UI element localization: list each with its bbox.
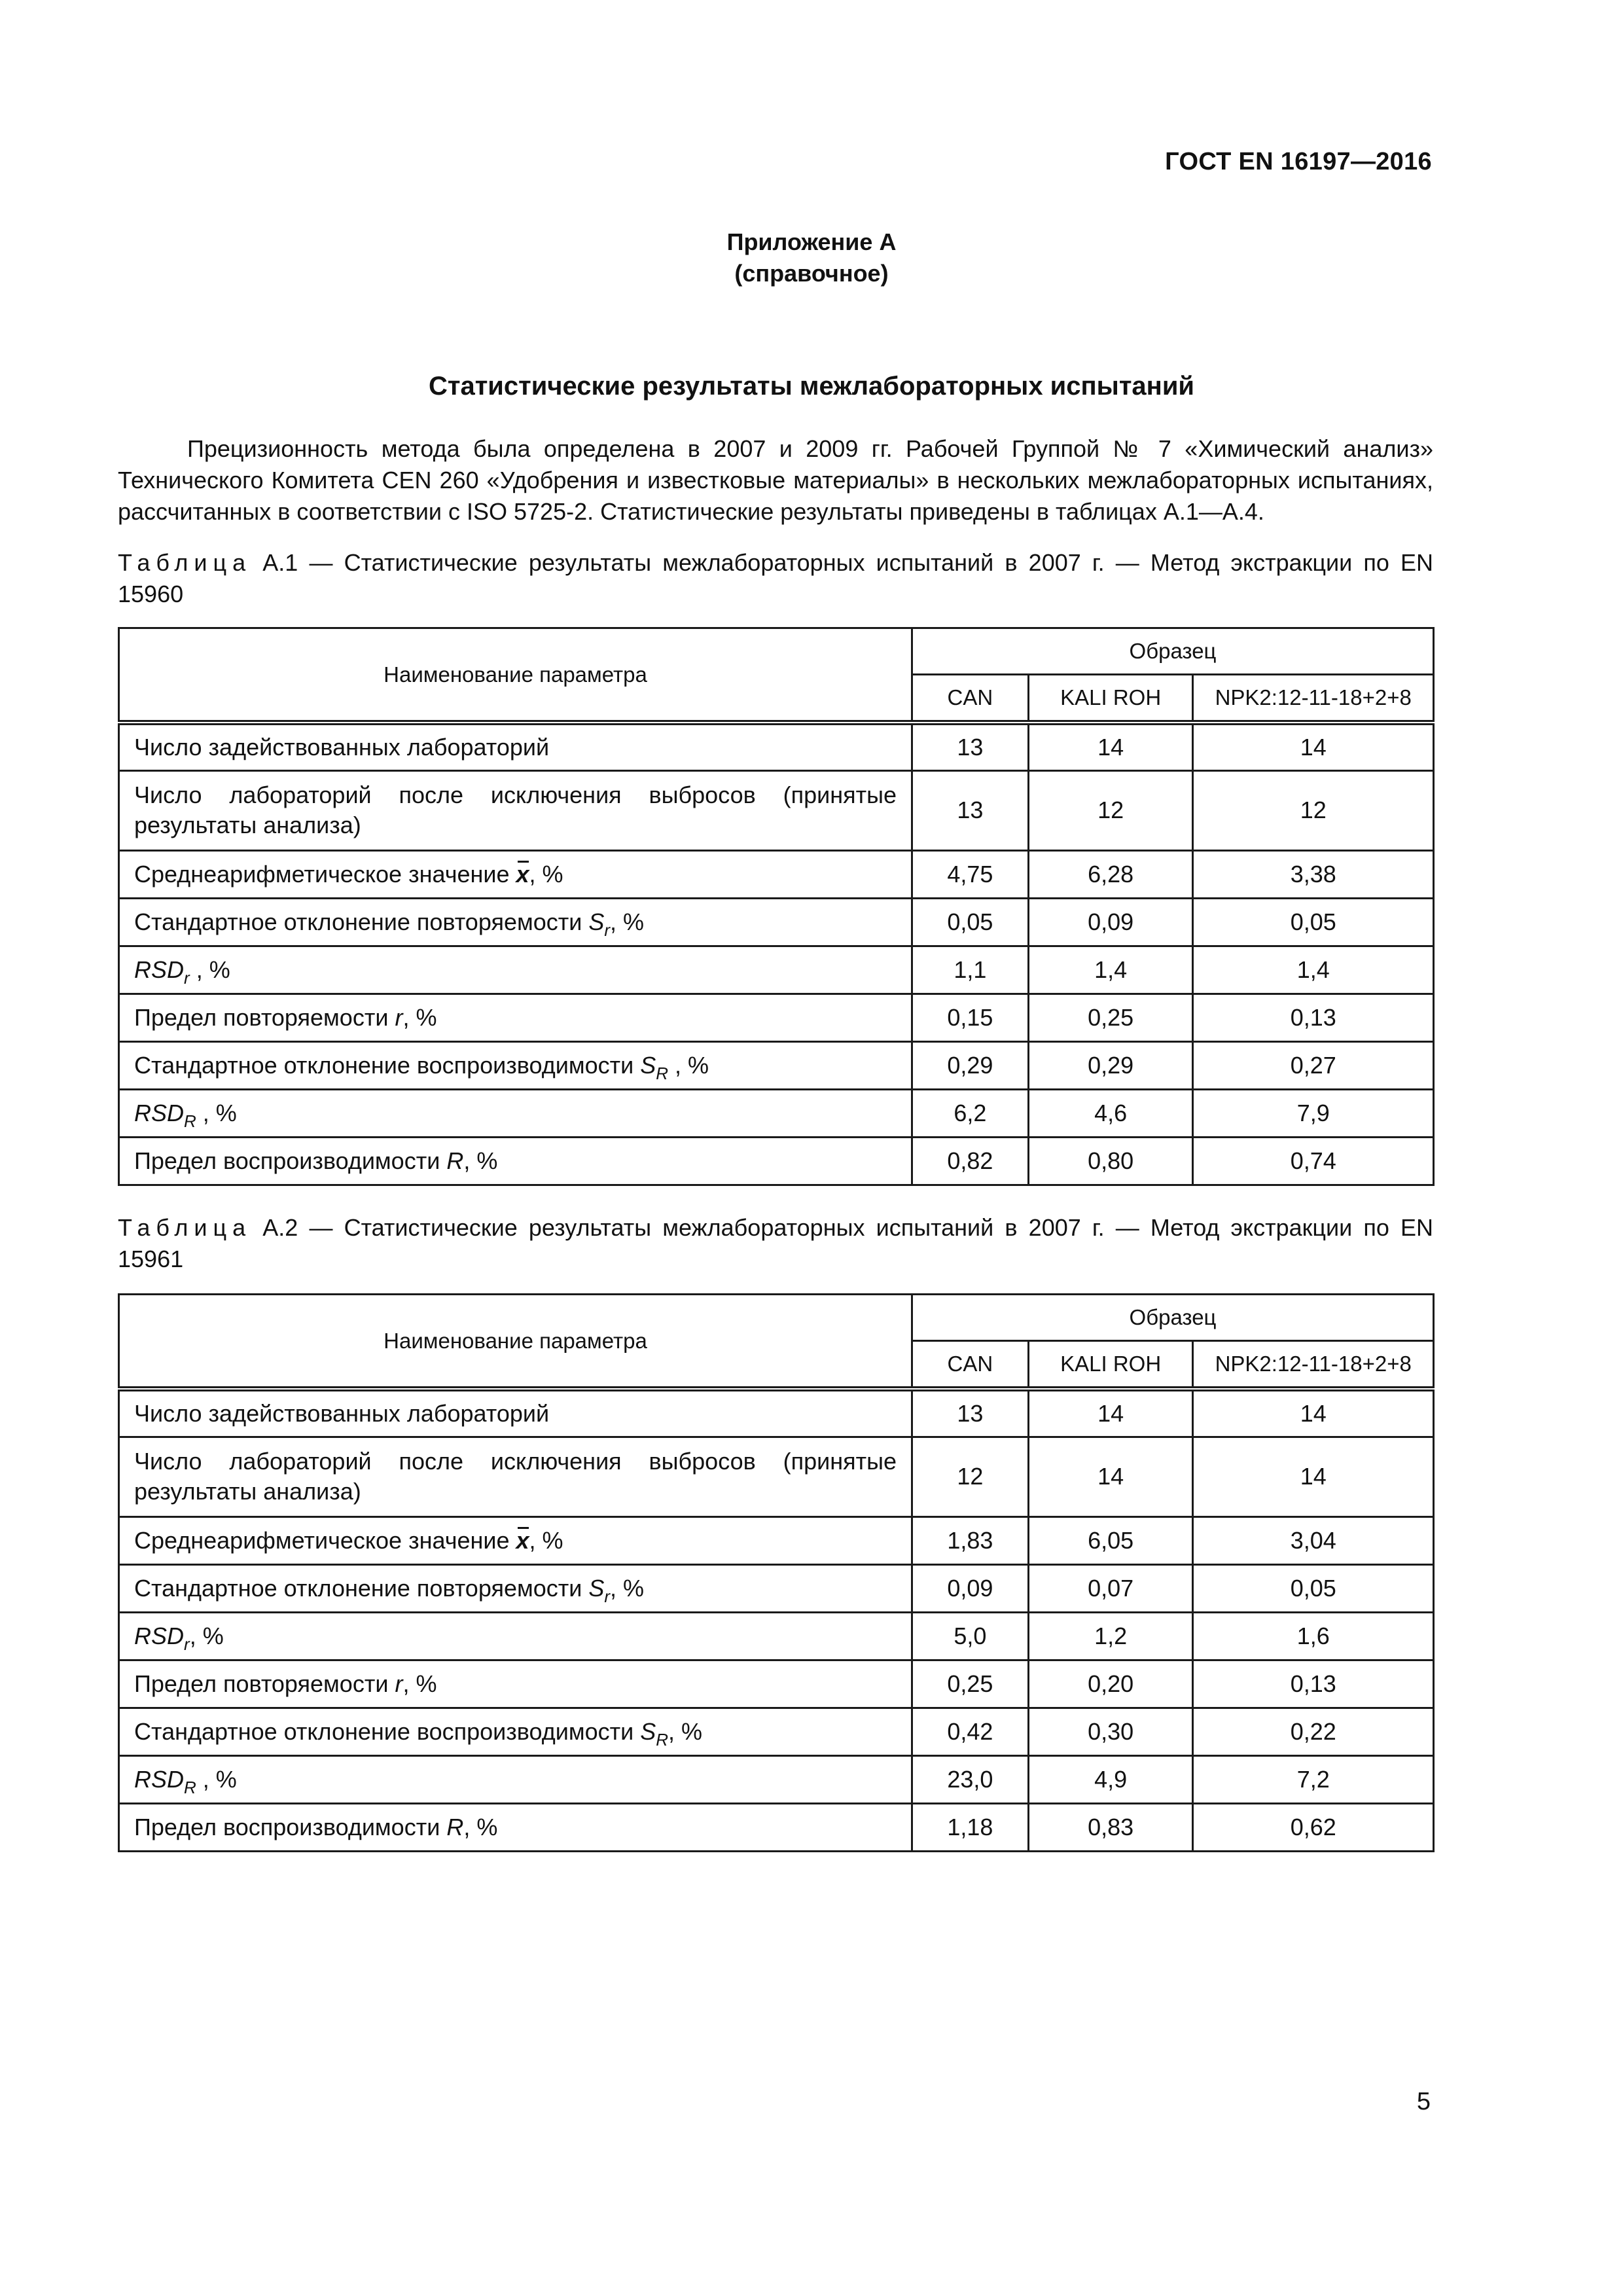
value-cell: 0,09 [912, 1564, 1028, 1612]
value-cell: 0,42 [912, 1708, 1028, 1755]
value-cell: 14 [1193, 1389, 1434, 1437]
param-cell [119, 1564, 912, 1612]
value-cell: 0,80 [1028, 1137, 1193, 1185]
sample-col-header: KALI ROH [1028, 675, 1193, 723]
value-cell: 1,6 [1193, 1612, 1434, 1660]
table-row [119, 723, 1434, 770]
param-label: Стандартное отклонение повторяемости [134, 1574, 582, 1602]
param-subscript: r [184, 967, 190, 988]
value-cell: 0,82 [912, 1137, 1028, 1185]
value-cell: 3,38 [1193, 850, 1434, 898]
param-label: Число лабораторий после исключения выбросов (принятые результаты анализа) [134, 781, 897, 838]
value-cell: 0,25 [912, 1660, 1028, 1708]
table-row [119, 1516, 1434, 1564]
param-label: Стандартное отклонение воспроизводимости [134, 1051, 634, 1079]
table-row [119, 770, 1434, 850]
value-cell: 0,74 [1193, 1137, 1434, 1185]
table-a2 [118, 1293, 1435, 1852]
value-cell: 0,05 [1193, 1564, 1434, 1612]
value-cell: 23,0 [912, 1755, 1028, 1803]
param-label: Стандартное отклонение воспроизводимости [134, 1717, 634, 1745]
value-cell: 13 [912, 1389, 1028, 1437]
param-label: Число лабораторий после исключения выбросов (принятые результаты анализа) [134, 1448, 897, 1505]
param-label: Предел повторяемости [134, 1003, 389, 1031]
param-unit: , % [610, 908, 645, 935]
param-label: Предел воспроизводимости [134, 1147, 440, 1174]
value-cell: 4,75 [912, 850, 1028, 898]
param-subscript: r [184, 1634, 190, 1654]
table1-caption-text: А.1 — Статистические результаты межлабораторных испытаний в 2007 г. — Метод экстракции по EN 15960 [118, 549, 1433, 607]
param-label: Число задействованных лабораторий [134, 1399, 550, 1427]
table-a1 [118, 627, 1435, 1186]
param-cell [119, 1389, 912, 1437]
table-row [119, 898, 1434, 946]
param-unit: , % [189, 1622, 224, 1649]
param-cell [119, 1437, 912, 1516]
value-cell: 0,13 [1193, 994, 1434, 1041]
param-symbol: r [395, 1003, 403, 1031]
param-subscript: r [604, 920, 611, 940]
param-cell [119, 1708, 912, 1755]
section-title: Статистические результаты межлабораторных испытаний [428, 372, 1195, 401]
table-row [119, 1389, 1434, 1437]
param-header: Наименование параметра [119, 628, 912, 723]
value-cell: 12 [912, 1437, 1028, 1516]
param-unit: , % [463, 1147, 498, 1174]
param-label: Число задействованных лабораторий [134, 733, 550, 761]
param-subscript: R [656, 1729, 669, 1749]
param-unit: , % [529, 1526, 563, 1554]
param-cell [119, 1137, 912, 1185]
param-unit: , % [196, 1765, 237, 1793]
value-cell: 0,83 [1028, 1803, 1193, 1851]
table-row [119, 1089, 1434, 1137]
param-unit: , % [610, 1574, 645, 1602]
value-cell: 1,2 [1028, 1612, 1193, 1660]
param-symbol: S [588, 908, 605, 935]
param-unit: , % [668, 1717, 703, 1745]
table-row [119, 1755, 1434, 1803]
param-unit: , % [189, 956, 230, 983]
value-cell: 13 [912, 723, 1028, 770]
value-cell: 3,04 [1193, 1516, 1434, 1564]
document-code: ГОСТ EN 16197—2016 [1165, 148, 1432, 175]
table-row [119, 1564, 1434, 1612]
appendix-title: Приложение А [726, 228, 897, 255]
param-subscript: R [184, 1111, 196, 1131]
table-row [119, 850, 1434, 898]
value-cell: 0,20 [1028, 1660, 1193, 1708]
mean-symbol: x [516, 1526, 529, 1556]
param-cell [119, 723, 912, 770]
value-cell: 0,29 [912, 1041, 1028, 1089]
value-cell: 1,18 [912, 1803, 1028, 1851]
value-cell: 0,29 [1028, 1041, 1193, 1089]
param-symbol: RSD [134, 1765, 185, 1793]
table-row [119, 946, 1434, 994]
value-cell: 6,05 [1028, 1516, 1193, 1564]
param-label: Предел воспроизводимости [134, 1813, 440, 1840]
param-subscript: r [604, 1586, 611, 1606]
param-cell [119, 994, 912, 1041]
table-row [119, 1041, 1434, 1089]
param-cell [119, 1660, 912, 1708]
value-cell: 0,22 [1193, 1708, 1434, 1755]
table1-caption-word: Таблица [118, 549, 252, 576]
param-cell [119, 1516, 912, 1564]
intro-paragraph: Прецизионность метода была определена в 2007 и 2009 гг. Рабочей Группой № 7 «Химический анализ» Технического Комитета CEN 260 «Удобрения и известковые материалы» в нескольких межлабораторных испытаниях, рассчитанных в соответствии с ISO 5725-2. Статистические результаты приведены в таблицах А.1—А.4. [118, 435, 1433, 525]
table2-caption [118, 1212, 1433, 1275]
param-unit: , % [196, 1099, 237, 1126]
value-cell: 7,9 [1193, 1089, 1434, 1137]
value-cell: 14 [1028, 1389, 1193, 1437]
value-cell: 0,09 [1028, 898, 1193, 946]
param-symbol: RSD [134, 1622, 185, 1649]
value-cell: 0,30 [1028, 1708, 1193, 1755]
param-unit: , % [668, 1051, 709, 1079]
param-cell [119, 1089, 912, 1137]
param-unit: , % [463, 1813, 498, 1840]
value-cell: 12 [1193, 770, 1434, 850]
sample-header: Образец [912, 1295, 1433, 1341]
value-cell: 0,25 [1028, 994, 1193, 1041]
param-label: Предел повторяемости [134, 1670, 389, 1697]
param-symbol: RSD [134, 956, 185, 983]
value-cell: 0,05 [1193, 898, 1434, 946]
sample-col-header: NPK2:12-11-18+2+8 [1193, 675, 1434, 723]
table-row [119, 1612, 1434, 1660]
param-symbol: S [588, 1574, 605, 1602]
param-symbol: S [640, 1051, 656, 1079]
table-row [119, 1803, 1434, 1851]
value-cell: 0,27 [1193, 1041, 1434, 1089]
table-row [119, 1708, 1434, 1755]
table-row [119, 1660, 1434, 1708]
sample-col-header: CAN [912, 675, 1028, 723]
sample-col-header: NPK2:12-11-18+2+8 [1193, 1341, 1434, 1390]
appendix-heading [0, 226, 1623, 289]
value-cell: 12 [1028, 770, 1193, 850]
param-cell [119, 1612, 912, 1660]
value-cell: 7,2 [1193, 1755, 1434, 1803]
param-cell [119, 770, 912, 850]
param-header: Наименование параметра [119, 1295, 912, 1390]
param-unit: , % [402, 1003, 437, 1031]
param-symbol: S [640, 1717, 656, 1745]
appendix-subtitle: (справочное) [734, 260, 889, 287]
table-row [119, 1437, 1434, 1516]
value-cell: 14 [1028, 723, 1193, 770]
sample-col-header: KALI ROH [1028, 1341, 1193, 1390]
value-cell: 0,15 [912, 994, 1028, 1041]
value-cell: 6,28 [1028, 850, 1193, 898]
value-cell: 14 [1193, 1437, 1434, 1516]
table-row [119, 1137, 1434, 1185]
param-unit: , % [402, 1670, 437, 1697]
param-cell [119, 1755, 912, 1803]
table1-caption [118, 547, 1433, 610]
param-label: Стандартное отклонение повторяемости [134, 908, 582, 935]
param-symbol: r [395, 1670, 403, 1697]
value-cell: 6,2 [912, 1089, 1028, 1137]
value-cell: 14 [1193, 723, 1434, 770]
value-cell: 0,05 [912, 898, 1028, 946]
param-symbol: R [446, 1813, 464, 1840]
sample-col-header: CAN [912, 1341, 1028, 1390]
table2-caption-word: Таблица [118, 1214, 252, 1241]
value-cell: 13 [912, 770, 1028, 850]
param-cell [119, 1041, 912, 1089]
value-cell: 0,13 [1193, 1660, 1434, 1708]
value-cell: 1,83 [912, 1516, 1028, 1564]
mean-symbol: x [516, 859, 529, 889]
value-cell: 5,0 [912, 1612, 1028, 1660]
param-cell [119, 1803, 912, 1851]
page-number: 5 [1416, 2088, 1431, 2115]
param-subscript: R [184, 1777, 196, 1797]
param-cell [119, 946, 912, 994]
value-cell: 1,1 [912, 946, 1028, 994]
param-symbol: R [446, 1147, 464, 1174]
param-label: Среднеарифметическое значение [134, 860, 510, 888]
value-cell: 4,9 [1028, 1755, 1193, 1803]
param-symbol: RSD [134, 1099, 185, 1126]
param-label: Среднеарифметическое значение [134, 1526, 510, 1554]
value-cell: 4,6 [1028, 1089, 1193, 1137]
value-cell: 0,62 [1193, 1803, 1434, 1851]
value-cell: 0,07 [1028, 1564, 1193, 1612]
param-cell [119, 850, 912, 898]
param-unit: , % [529, 860, 563, 888]
value-cell: 1,4 [1028, 946, 1193, 994]
value-cell: 1,4 [1193, 946, 1434, 994]
param-cell [119, 898, 912, 946]
table2-caption-text: А.2 — Статистические результаты межлабораторных испытаний в 2007 г. — Метод экстракции по EN 15961 [118, 1214, 1433, 1272]
table-row [119, 994, 1434, 1041]
value-cell: 14 [1028, 1437, 1193, 1516]
sample-header: Образец [912, 628, 1433, 675]
param-subscript: R [656, 1063, 669, 1083]
